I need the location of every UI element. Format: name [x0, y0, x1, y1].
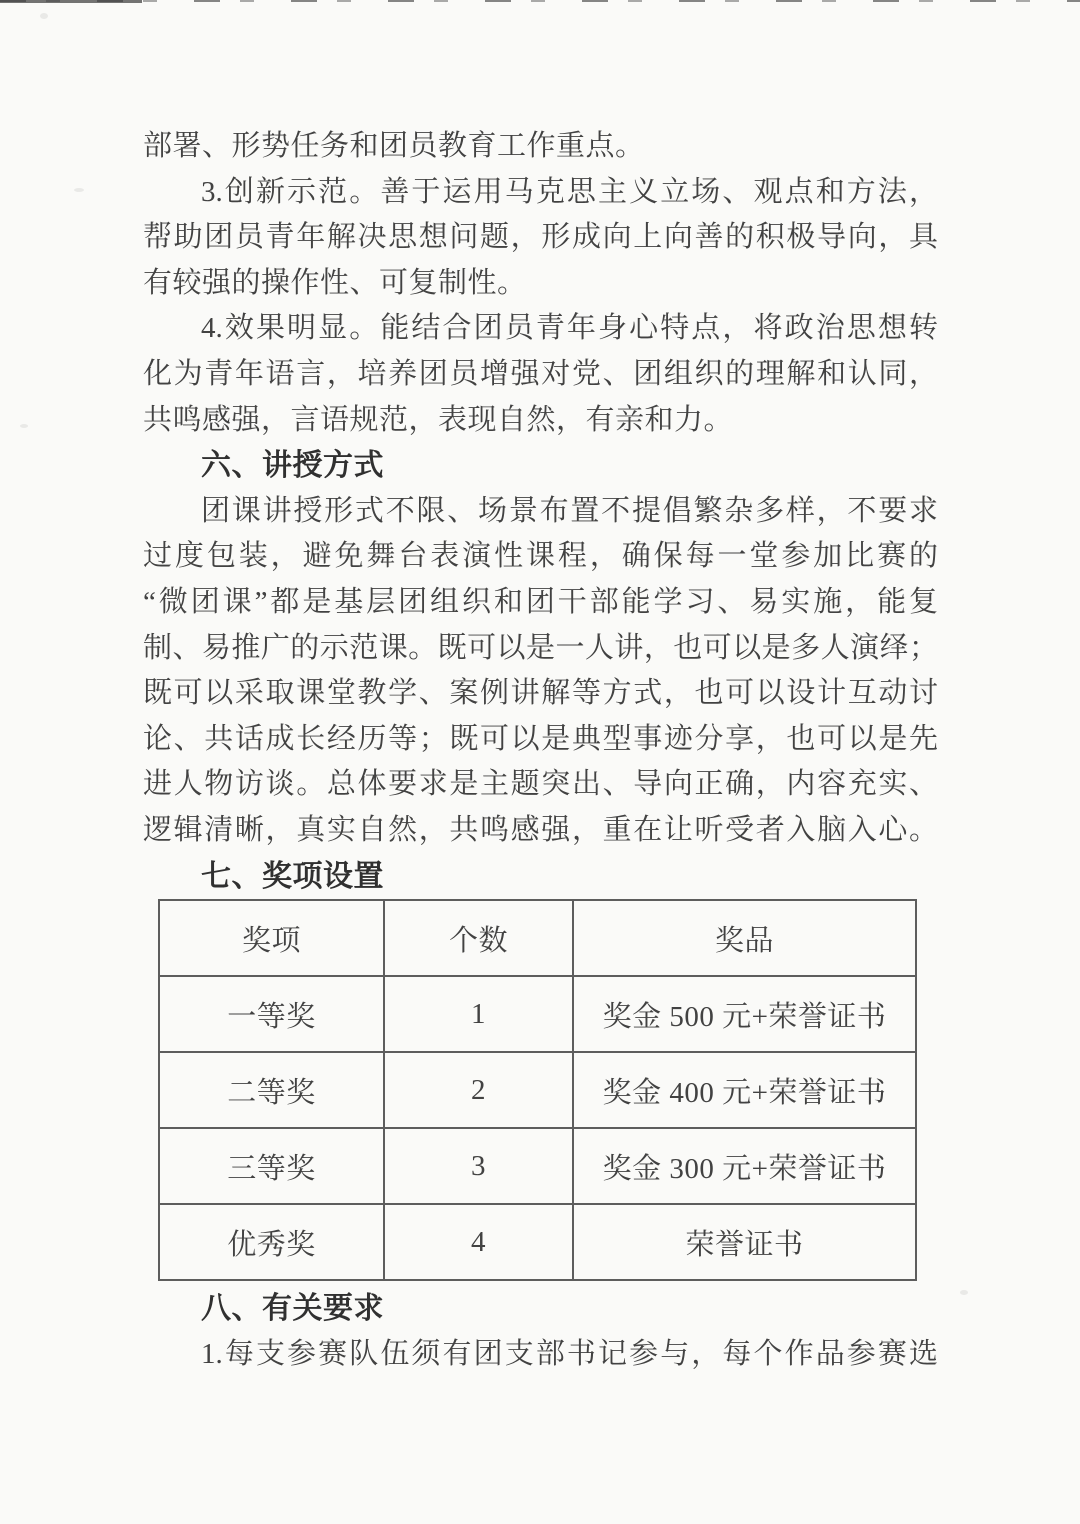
table-row [159, 1052, 916, 1128]
doc-line: 团课讲授形式不限、场景布置不提倡繁杂多样，不要求 [201, 494, 938, 527]
table-cell-award-prize: 奖金 300 元+荣誉证书 [573, 1128, 916, 1204]
scan-speck [960, 1290, 968, 1295]
doc-line: 4.效果明显。能结合团员青年身心特点，将政治思想转 [201, 312, 938, 345]
awards-table [158, 899, 917, 1281]
table-cell-award-prize: 荣誉证书 [573, 1204, 916, 1280]
table-cell-award-count: 3 [384, 1128, 573, 1204]
doc-line: 部署、形势任务和团员教育工作重点。 [143, 130, 645, 162]
table-cell-award-name: 一等奖 [159, 976, 384, 1052]
section-heading-requirements: 八、有关要求 [201, 1292, 384, 1326]
document-body [143, 124, 938, 1377]
doc-line: 帮助团员青年解决思想问题，形成向上向善的积极导向，具 [143, 221, 938, 254]
doc-line: 1.每支参赛队伍须有团支部书记参与，每个作品参赛选 [201, 1337, 938, 1370]
doc-line: 化为青年语言，培养团员增强对党、团组织的理解和认同， [143, 357, 938, 390]
doc-line: 逻辑清晰，真实自然，共鸣感强，重在让听受者入脑入心。 [143, 813, 938, 846]
table-row [159, 976, 916, 1052]
doc-line: 过度包装，避免舞台表演性课程，确保每一堂参加比赛的 [143, 540, 938, 573]
scan-speck [20, 424, 28, 428]
doc-line: “微团课”都是基层团组织和团干部能学习、易实施，能复 [143, 585, 938, 618]
doc-line: 3.创新示范。善于运用马克思主义立场、观点和方法， [201, 175, 938, 208]
table-cell-award-name: 优秀奖 [159, 1204, 384, 1280]
table-cell-award-name: 二等奖 [159, 1052, 384, 1128]
awards-table-header-cell: 奖品 [573, 900, 916, 976]
table-cell-award-prize: 奖金 500 元+荣誉证书 [573, 976, 916, 1052]
table-cell-award-name: 三等奖 [159, 1128, 384, 1204]
scan-speck [74, 188, 84, 192]
table-cell-award-prize: 奖金 400 元+荣誉证书 [573, 1052, 916, 1128]
doc-line: 既可以采取课堂教学、案例讲解等方式，也可以设计互动讨 [143, 677, 938, 710]
doc-line: 进人物访谈。总体要求是主题突出、导向正确，内容充实、 [143, 768, 938, 801]
table-cell-award-count: 1 [384, 976, 573, 1052]
section-heading-teaching-method: 六、讲授方式 [201, 449, 384, 483]
doc-line: 共鸣感强，言语规范，表现自然，有亲和力。 [143, 403, 734, 436]
table-row [159, 1128, 916, 1204]
awards-table-header-cell: 个数 [384, 900, 573, 976]
doc-line: 有较强的操作性、可复制性。 [143, 266, 527, 299]
table-row [159, 1204, 916, 1280]
scan-speck [40, 13, 48, 19]
section-heading-awards: 七、奖项设置 [201, 859, 384, 893]
doc-line: 制、易推广的示范课。既可以是一人讲，也可以是多人演绎； [143, 631, 938, 664]
table-cell-award-count: 2 [384, 1052, 573, 1128]
scan-noise-top-edge [0, 0, 1080, 2]
awards-table-header-row [159, 900, 916, 976]
doc-line: 论、共话成长经历等；既可以是典型事迹分享，也可以是先 [143, 722, 938, 755]
table-cell-award-count: 4 [384, 1204, 573, 1280]
scan-noise-top-left [0, 0, 142, 3]
awards-table-header-cell: 奖项 [159, 900, 384, 976]
